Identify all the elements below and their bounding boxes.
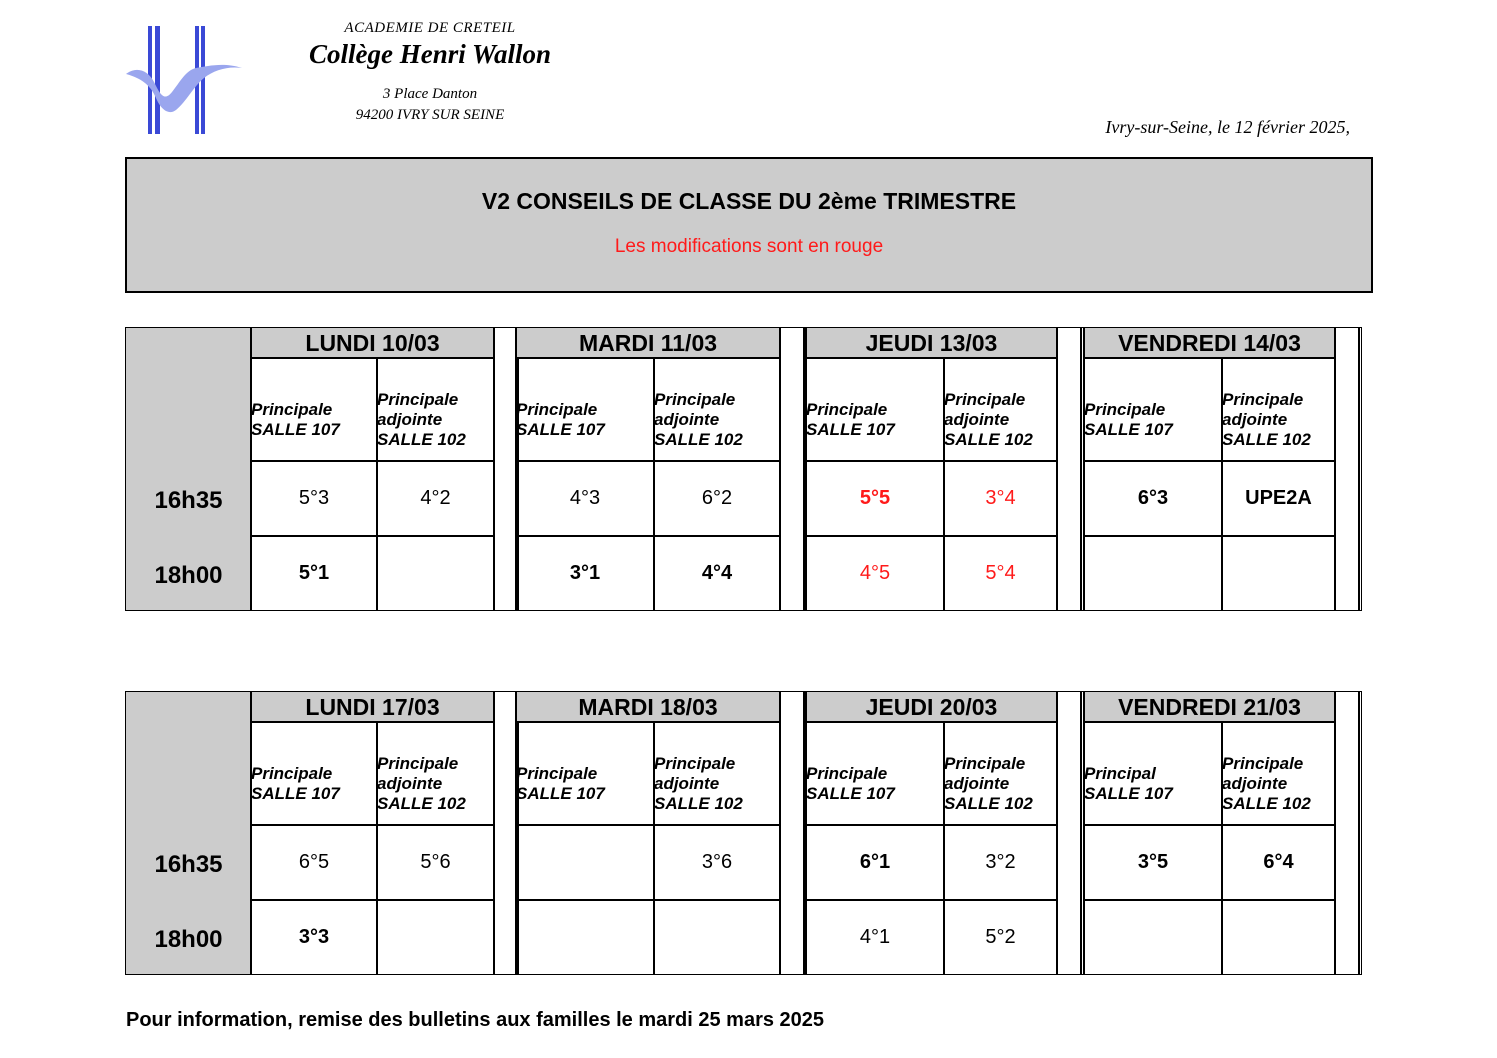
class-slot: 6°3: [1137, 487, 1169, 509]
column-header-line: SALLE 102: [377, 429, 466, 449]
column-header-line: Principale: [806, 399, 888, 419]
academy-name: ACADEMIE DE CRETEIL: [344, 20, 516, 36]
school-name: Collège Henri Wallon: [308, 39, 552, 69]
title-box: [125, 157, 1373, 293]
grid-line: [806, 721, 1057, 723]
column-header-line: SALLE 107: [251, 783, 340, 803]
grid-line: [1358, 328, 1360, 610]
grid-line: [251, 535, 494, 537]
grid-line: [516, 721, 780, 723]
time-label: 18h00: [154, 925, 223, 953]
grid-line: [1084, 357, 1335, 359]
schedule-week-1: [125, 327, 1362, 611]
column-header-line: Principale: [806, 763, 888, 783]
day-header: LUNDI 17/03: [251, 692, 494, 722]
class-slot: UPE2A: [1245, 487, 1312, 509]
grid-line: [251, 899, 494, 901]
class-slot: [516, 825, 654, 900]
column-header-line: Principale: [1222, 753, 1304, 773]
grid-line: [493, 692, 495, 974]
grid-line: [1080, 692, 1082, 974]
column-header-line: SALLE 107: [1084, 419, 1173, 439]
grid-line: [1056, 692, 1058, 974]
grid-line: [516, 357, 780, 359]
column-header-line: Principal: [1084, 763, 1156, 783]
class-slot: 6°1: [859, 851, 891, 873]
column-header-line: SALLE 107: [516, 419, 605, 439]
modifications-note: Les modifications sont en rouge: [614, 236, 884, 257]
class-slot: 5°5: [859, 487, 891, 509]
column-header-line: SALLE 107: [251, 419, 340, 439]
grid-line: [805, 328, 807, 610]
column-header-principale: [251, 358, 377, 461]
footer-note: Pour information, remise des bulletins aux familles le mardi 25 mars 2025: [126, 1009, 825, 1031]
grid-line: [1084, 460, 1335, 462]
column-header-line: SALLE 107: [806, 419, 895, 439]
page-title: V2 CONSEILS DE CLASSE DU 2ème TRIMESTRE: [481, 188, 1017, 214]
column-header-line: SALLE 102: [944, 793, 1033, 813]
day-header: JEUDI 20/03: [806, 692, 1057, 722]
column-header-principale: [1084, 722, 1222, 825]
grid-line: [251, 721, 494, 723]
day-header: VENDREDI 21/03: [1084, 692, 1335, 722]
class-slot: 4°3: [569, 487, 601, 509]
grid-line: [1083, 692, 1085, 974]
column-header-line: Principale: [654, 753, 736, 773]
column-header-line: SALLE 107: [516, 783, 605, 803]
column-header-line: Principale: [516, 399, 598, 419]
grid-line: [806, 535, 1057, 537]
class-slot: 5°3: [298, 487, 330, 509]
class-slot: 3°6: [701, 851, 733, 873]
grid-line: [1221, 722, 1223, 975]
class-slot: [1084, 900, 1222, 975]
column-header-line: adjointe: [377, 409, 443, 429]
college-logo-icon: [124, 22, 246, 136]
grid-line: [806, 357, 1057, 359]
grid-line: [1221, 358, 1223, 611]
column-header-adjointe: [944, 358, 1057, 461]
day-header: MARDI 11/03: [516, 328, 780, 358]
class-slot: 6°4: [1263, 851, 1294, 873]
grid-line: [1084, 721, 1335, 723]
class-slot: 4°1: [859, 926, 891, 948]
grid-line: [515, 692, 517, 974]
day-header: VENDREDI 14/03: [1084, 328, 1335, 358]
time-label: 16h35: [154, 486, 223, 514]
class-slot: [377, 900, 494, 975]
class-slot: [654, 900, 780, 975]
grid-line: [516, 535, 780, 537]
class-slot: [1222, 900, 1335, 975]
day-header: JEUDI 13/03: [806, 328, 1057, 358]
grid-line: [251, 460, 494, 462]
grid-line: [653, 722, 655, 975]
class-slot: 5°1: [298, 562, 330, 584]
grid-line: [779, 692, 781, 974]
grid-line: [516, 824, 780, 826]
grid-line: [1334, 328, 1336, 610]
grid-line: [779, 328, 781, 610]
grid-line: [1083, 328, 1085, 610]
grid-line: [251, 357, 494, 359]
grid-line: [943, 722, 945, 975]
column-header-line: Principale: [377, 389, 459, 409]
grid-line: [943, 358, 945, 611]
column-header-principale: [1084, 358, 1222, 461]
column-header-line: Principale: [944, 389, 1026, 409]
column-header-line: SALLE 107: [1084, 783, 1173, 803]
grid-line: [806, 460, 1057, 462]
column-header-line: Principale: [1084, 399, 1166, 419]
class-slot: [1084, 536, 1222, 611]
column-header-line: SALLE 102: [1222, 793, 1311, 813]
school-header: [270, 20, 590, 126]
column-header-line: Principale: [251, 763, 333, 783]
class-slot: 3°3: [298, 926, 330, 948]
class-slot: [1222, 536, 1335, 611]
address-line-1: 3 Place Danton: [382, 86, 478, 102]
grid-line: [1358, 692, 1360, 974]
column-header-line: SALLE 102: [377, 793, 466, 813]
grid-line: [516, 460, 780, 462]
day-header: LUNDI 10/03: [251, 328, 494, 358]
class-slot: 5°6: [420, 851, 451, 873]
grid-line: [250, 692, 252, 974]
class-slot: [377, 536, 494, 611]
grid-line: [806, 899, 1057, 901]
grid-line: [805, 692, 807, 974]
grid-line: [653, 358, 655, 611]
schedule-week-2: [125, 691, 1362, 975]
class-slot: 6°2: [701, 487, 733, 509]
column-header-adjointe: [654, 722, 780, 825]
class-slot: 3°4: [985, 487, 1016, 509]
column-header-line: SALLE 102: [654, 429, 743, 449]
column-header-line: SALLE 102: [1222, 429, 1311, 449]
grid-line: [250, 328, 252, 610]
time-label: 16h35: [154, 850, 223, 878]
grid-line: [376, 722, 378, 975]
class-slot: 3°1: [569, 562, 601, 584]
column-header-adjointe: [654, 358, 780, 461]
grid-line: [251, 824, 494, 826]
column-header-line: Principale: [944, 753, 1026, 773]
grid-line: [1080, 328, 1082, 610]
class-slot: 4°2: [420, 487, 451, 509]
column-header-line: Principale: [516, 763, 598, 783]
column-header-line: adjointe: [1222, 409, 1288, 429]
column-header-line: SALLE 107: [806, 783, 895, 803]
class-slot: 5°4: [985, 562, 1016, 584]
grid-line: [806, 824, 1057, 826]
column-header-line: adjointe: [377, 773, 443, 793]
day-header: MARDI 18/03: [516, 692, 780, 722]
column-header-line: adjointe: [654, 773, 720, 793]
column-header-line: Principale: [251, 399, 333, 419]
column-header-line: adjointe: [654, 409, 720, 429]
class-slot: 3°2: [985, 851, 1016, 873]
column-header-adjointe: [377, 358, 494, 461]
class-slot: 5°2: [985, 926, 1016, 948]
address-line-2: 94200 IVRY SUR SEINE: [355, 107, 505, 123]
column-header-principale: [251, 722, 377, 825]
column-header-line: Principale: [1222, 389, 1304, 409]
class-slot: 4°5: [859, 562, 891, 584]
column-header-principale: [806, 358, 944, 461]
time-label: 18h00: [154, 561, 223, 589]
class-slot: 4°4: [701, 562, 733, 584]
column-header-principale: [516, 358, 654, 461]
grid-line: [493, 328, 495, 610]
column-header-adjointe: [377, 722, 494, 825]
column-header-adjointe: [944, 722, 1057, 825]
place-date: Ivry-sur-Seine, le 12 février 2025,: [1105, 117, 1350, 137]
grid-line: [1084, 824, 1335, 826]
grid-line: [1334, 692, 1336, 974]
grid-line: [1056, 328, 1058, 610]
column-header-line: adjointe: [944, 773, 1010, 793]
column-header-principale: [516, 722, 654, 825]
column-header-line: SALLE 102: [654, 793, 743, 813]
class-slot: 3°5: [1137, 851, 1169, 873]
column-header-line: Principale: [377, 753, 459, 773]
grid-line: [516, 899, 780, 901]
class-slot: [516, 900, 654, 975]
grid-line: [1084, 535, 1335, 537]
grid-line: [1084, 899, 1335, 901]
column-header-adjointe: [1222, 722, 1335, 825]
column-header-line: Principale: [654, 389, 736, 409]
column-header-line: adjointe: [1222, 773, 1288, 793]
grid-line: [376, 358, 378, 611]
class-slot: 6°5: [298, 851, 330, 873]
column-header-principale: [806, 722, 944, 825]
column-header-line: SALLE 102: [944, 429, 1033, 449]
column-header-adjointe: [1222, 358, 1335, 461]
column-header-line: adjointe: [944, 409, 1010, 429]
grid-line: [515, 328, 517, 610]
